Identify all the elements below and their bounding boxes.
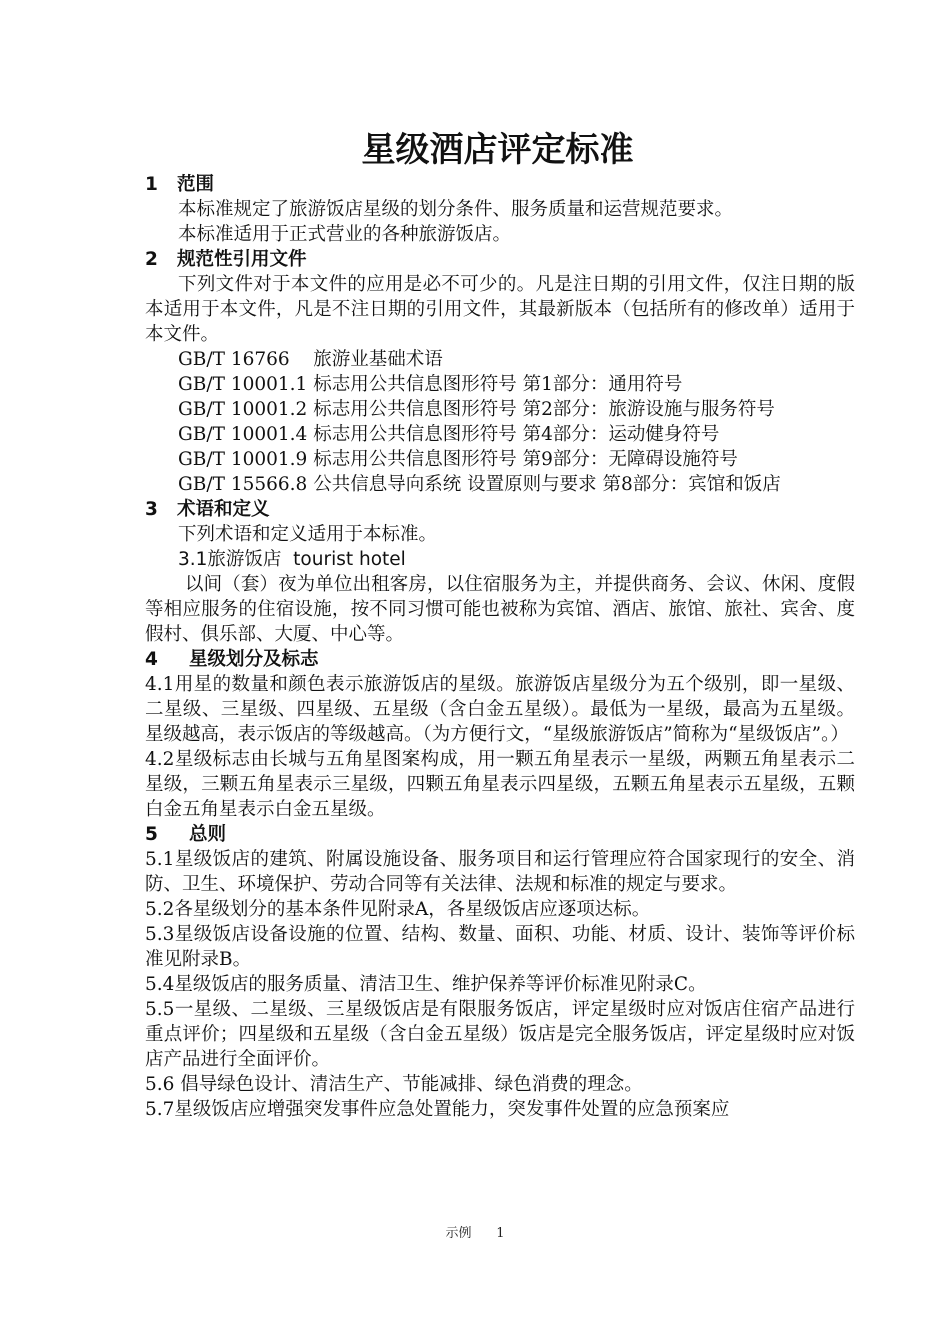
document-body — [145, 172, 855, 1122]
clause: 5.1星级饭店的建筑、附属设施设备、服务项目和运行管理应符合国家现行的安全、消防、卫生、环境保护、劳动合同等有关法律、法规和标准的规定与要求。 — [145, 849, 855, 895]
clause: 4.1用星的数量和颜色表示旅游饭店的星级。旅游饭店星级分为五个级别，即一星级、二星级、三星级、四星级、五星级（含白金五星级）。最低为一星级，最高为五星级。星级越高，表示饭店的等级越高。（为方便行文，“星级旅游饭店”简称为“星级饭店”。） — [145, 674, 855, 745]
reference-item: GB/T 15566.8 公共信息导向系统 设置原则与要求 第8部分：宾馆和饭店 — [178, 474, 781, 495]
clause: 5.7星级饭店应增强突发事件应急处置能力，突发事件处置的应急预案应 — [145, 1099, 730, 1120]
document-title: 星级酒店评定标准 — [361, 130, 634, 170]
section-heading-5: 5 总则 — [145, 824, 227, 845]
paragraph: 本标准规定了旅游饭店星级的划分条件、服务质量和运营规范要求。 — [178, 199, 734, 220]
footer-label: 示例 — [445, 1226, 472, 1241]
paragraph: 本标准适用于正式营业的各种旅游饭店。 — [178, 224, 512, 245]
reference-item: GB/T 10001.1 标志用公共信息图形符号 第1部分：通用符号 — [178, 374, 683, 395]
section-heading-2: 2 规范性引用文件 — [145, 249, 307, 270]
term-definition: 以间（套）夜为单位出租客房，以住宿服务为主，并提供商务、会议、休闲、度假等相应服务的住宿设施，按不同习惯可能也被称为宾馆、酒店、旅馆、旅社、宾舍、度假村、俱乐部、大厦、中心等。 — [145, 574, 855, 645]
reference-item: GB/T 10001.2 标志用公共信息图形符号 第2部分：旅游设施与服务符号 — [178, 399, 775, 420]
term-heading: 3.1旅游饭店 tourist hotel — [178, 549, 406, 570]
reference-item: GB/T 10001.9 标志用公共信息图形符号 第9部分：无障碍设施符号 — [178, 449, 738, 470]
clause: 4.2星级标志由长城与五角星图案构成，用一颗五角星表示一星级，两颗五角星表示二星级，三颗五角星表示三星级，四颗五角星表示四星级，五颗五角星表示五星级，五颗白金五角星表示白金五星级。 — [145, 749, 855, 820]
section-heading-3: 3 术语和定义 — [145, 499, 270, 520]
paragraph: 下列文件对于本文件的应用是必不可少的。凡是注日期的引用文件，仅注日期的版本适用于本文件，凡是不注日期的引用文件，其最新版本（包括所有的修改单）适用于本文件。 — [145, 274, 855, 345]
clause: 5.3星级饭店设备设施的位置、结构、数量、面积、功能、材质、设计、装饰等评价标准见附录B。 — [145, 924, 855, 970]
page-footer — [0, 1224, 950, 1244]
page-number: 1 — [496, 1226, 505, 1241]
clause: 5.4星级饭店的服务质量、清洁卫生、维护保养等评价标准见附录C。 — [145, 974, 707, 995]
clause: 5.5一星级、二星级、三星级饭店是有限服务饭店，评定星级时应对饭店住宿产品进行重点评价；四星级和五星级（含白金五星级）饭店是完全服务饭店，评定星级时应对饭店产品进行全面评价。 — [145, 999, 855, 1070]
section-heading-4: 4 星级划分及标志 — [145, 649, 319, 670]
section-heading-1: 1 范围 — [145, 174, 215, 195]
reference-item: GB/T 10001.4 标志用公共信息图形符号 第4部分：运动健身符号 — [178, 424, 720, 445]
clause: 5.2各星级划分的基本条件见附录A，各星级饭店应逐项达标。 — [145, 899, 651, 920]
reference-item: GB/T 16766 旅游业基础术语 — [178, 349, 443, 370]
clause: 5.6 倡导绿色设计、清洁生产、节能减排、绿色消费的理念。 — [145, 1074, 643, 1095]
paragraph: 下列术语和定义适用于本标准。 — [178, 524, 438, 545]
